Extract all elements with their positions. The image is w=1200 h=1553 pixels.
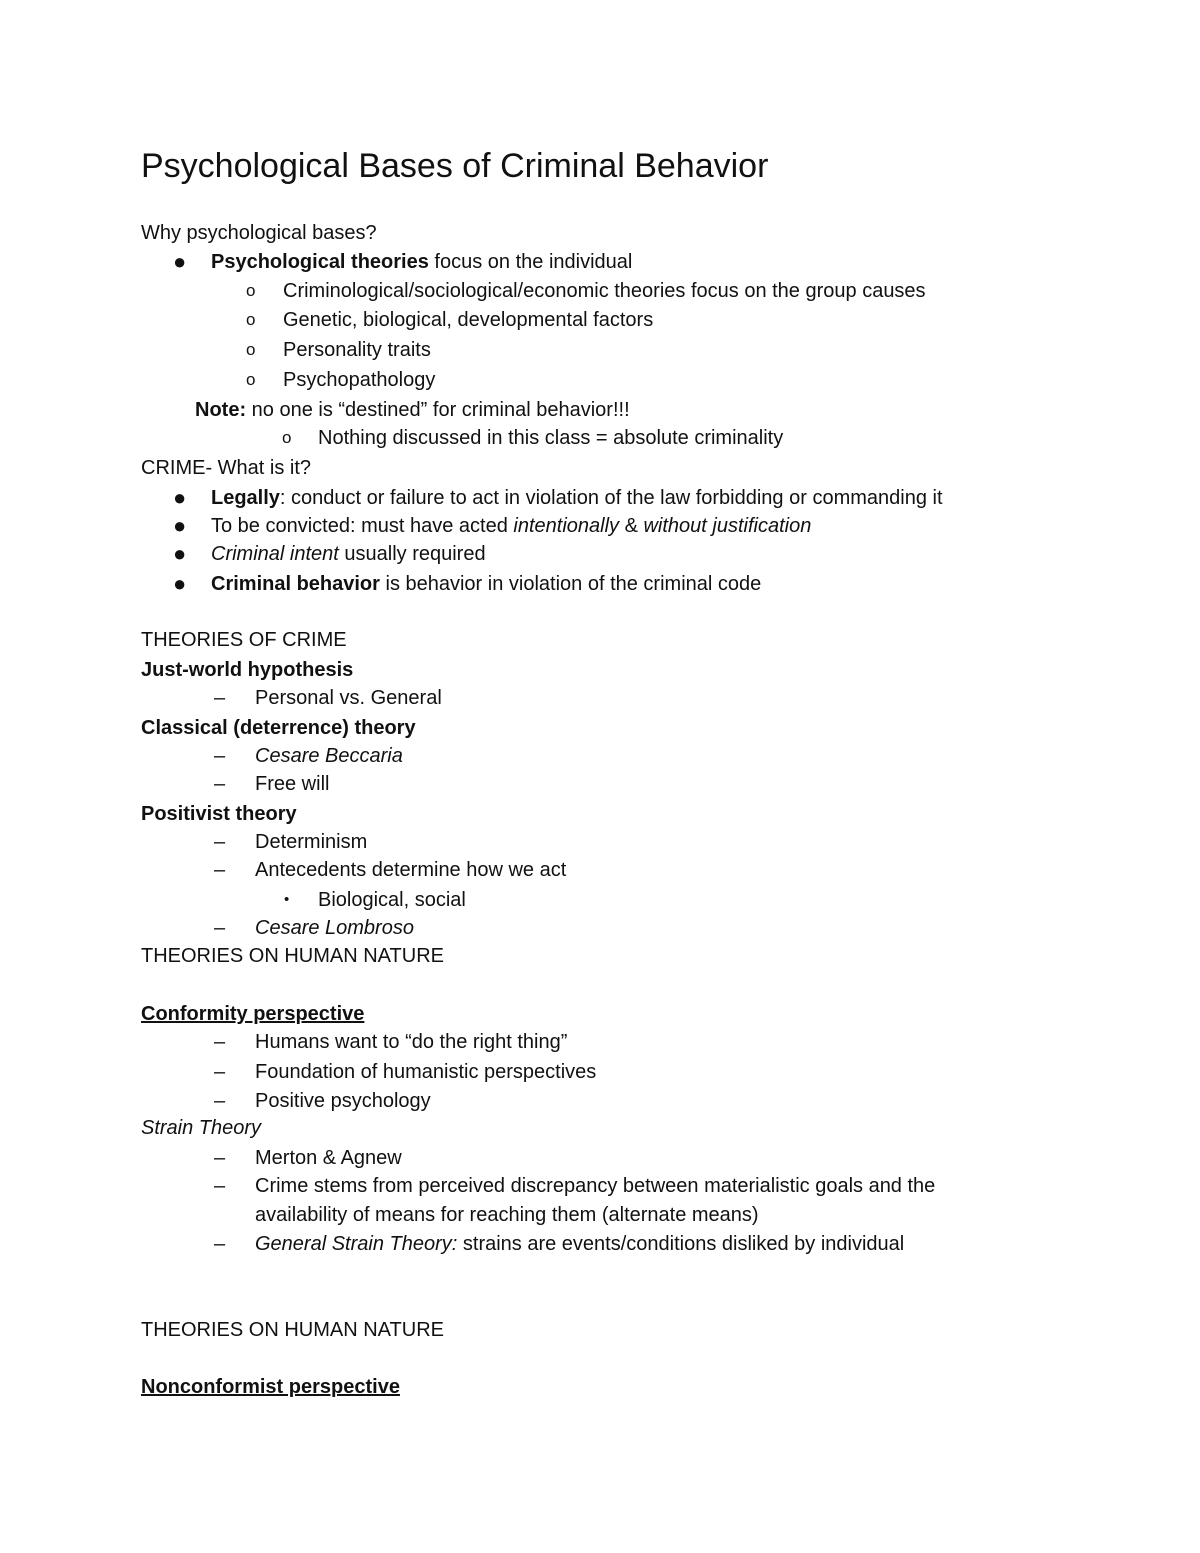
positivist-heading: Positivist theory: [141, 803, 297, 825]
list-item: Foundation of humanistic perspectives: [255, 1061, 597, 1083]
list-item: Positive psychology: [255, 1090, 431, 1112]
just-world-heading: Just-world hypothesis: [141, 659, 354, 681]
list-item: To be convicted: must have acted intentionally & without justification: [211, 515, 812, 537]
strain-heading: Strain Theory: [141, 1117, 262, 1139]
bullet-icon: ●: [173, 513, 187, 538]
dash-bullet-icon: –: [214, 745, 226, 767]
theories-heading: THEORIES OF CRIME: [141, 629, 347, 651]
bullet-icon: ●: [173, 485, 187, 510]
list-item: General Strain Theory: strains are events/conditions disliked by individual: [255, 1233, 905, 1255]
dash-bullet-icon: –: [214, 1061, 226, 1083]
dash-bullet-icon: –: [214, 1090, 226, 1112]
page-title: Psychological Bases of Criminal Behavior: [141, 147, 769, 185]
list-item: Legally: conduct or failure to act in violation of the law forbidding or commanding it: [211, 487, 943, 509]
circle-bullet-icon: o: [246, 340, 256, 359]
note-line: Note: no one is “destined” for criminal behavior!!!: [195, 399, 630, 421]
dash-bullet-icon: –: [214, 1147, 226, 1169]
dash-bullet-icon: –: [214, 1233, 226, 1255]
list-item: Psychopathology: [283, 369, 436, 391]
bullet-icon: ●: [173, 571, 187, 596]
bullet-icon: ●: [173, 249, 187, 274]
dash-bullet-icon: –: [214, 687, 226, 709]
list-item: Personality traits: [283, 339, 431, 361]
list-item: Determinism: [255, 831, 368, 853]
dash-bullet-icon: –: [214, 1031, 226, 1053]
list-item: Criminal intent usually required: [211, 543, 486, 565]
list-item: Crime stems from perceived discrepancy between materialistic goals and the: [255, 1175, 936, 1197]
crime-heading: CRIME- What is it?: [141, 457, 312, 479]
circle-bullet-icon: o: [246, 281, 256, 300]
list-item: Nothing discussed in this class = absolute criminality: [318, 427, 784, 449]
human-nature-heading: THEORIES ON HUMAN NATURE: [141, 945, 444, 967]
list-item: Genetic, biological, developmental factors: [283, 309, 654, 331]
list-item: Antecedents determine how we act: [255, 859, 567, 881]
nonconformist-heading: Nonconformist perspective: [141, 1376, 400, 1398]
classical-heading: Classical (deterrence) theory: [141, 717, 416, 739]
circle-bullet-icon: o: [246, 310, 256, 329]
bullet-icon: ●: [173, 541, 187, 566]
bullet-icon: •: [284, 891, 290, 908]
list-item: Personal vs. General: [255, 687, 442, 709]
list-item: Merton & Agnew: [255, 1147, 402, 1169]
list-item: Humans want to “do the right thing”: [255, 1031, 568, 1053]
list-item: Psychological theories focus on the individual: [211, 251, 633, 273]
dash-bullet-icon: –: [214, 773, 226, 795]
dash-bullet-icon: –: [214, 917, 226, 939]
list-item: Criminological/sociological/economic theories focus on the group causes: [283, 280, 926, 302]
list-item: Biological, social: [318, 889, 466, 911]
dash-bullet-icon: –: [214, 831, 226, 853]
conformity-heading: Conformity perspective: [141, 1003, 365, 1025]
circle-bullet-icon: o: [282, 428, 292, 447]
list-item: Cesare Lombroso: [255, 917, 414, 939]
human-nature-heading: THEORIES ON HUMAN NATURE: [141, 1319, 444, 1341]
list-item-continuation: availability of means for reaching them (alternate means): [255, 1204, 759, 1226]
list-item: Criminal behavior is behavior in violation of the criminal code: [211, 573, 762, 595]
dash-bullet-icon: –: [214, 859, 226, 881]
circle-bullet-icon: o: [246, 370, 256, 389]
list-item: Free will: [255, 773, 330, 795]
why-heading: Why psychological bases?: [141, 222, 377, 244]
dash-bullet-icon: –: [214, 1175, 226, 1197]
list-item: Cesare Beccaria: [255, 745, 403, 767]
